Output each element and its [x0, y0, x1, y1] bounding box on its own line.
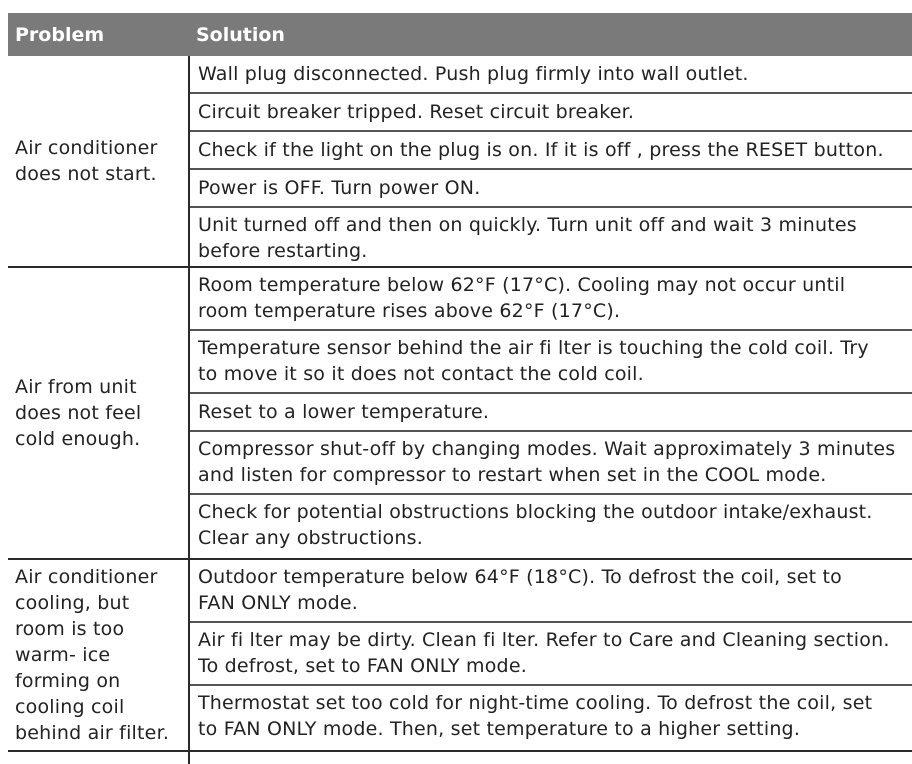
problem-line: behind air filter. [15, 722, 170, 744]
solution-line: Room temperature below 62°F (17°C). Cooling may not occur until [198, 274, 846, 296]
problem-line: Air conditioner [15, 137, 158, 159]
problem-group-ice-forming [8, 560, 912, 752]
solution-line: room temperature rises above 62°F (17°C). [198, 300, 621, 322]
solution-line: Temperature sensor behind the air fi lter is touching the cold coil. Try [198, 337, 869, 359]
solution-row [190, 394, 912, 432]
solution-row [190, 132, 912, 170]
solution-row [190, 56, 912, 94]
solution-row [190, 432, 912, 495]
solution-row [190, 623, 912, 686]
solution-row [190, 331, 912, 394]
problem-cell [8, 560, 190, 750]
solution-line: Unit turned off and then on quickly. Turn unit off and wait 3 minutes [198, 214, 857, 236]
solution-line: to move it so it does not contact the cold coil. [198, 363, 644, 385]
solution-line: Circuit breaker tripped. Reset circuit breaker. [198, 101, 635, 123]
solution-line: to FAN ONLY mode. Then, set temperature to a higher setting. [198, 718, 801, 740]
solution-line: before restarting. [198, 240, 368, 262]
problem-line: Air conditioner [15, 566, 158, 588]
solution-line: Check for potential obstructions blocking the outdoor intake/exhaust. [198, 501, 873, 523]
problem-line: room is too [15, 618, 125, 640]
solution-row [190, 495, 912, 556]
problem-line: warm- ice forming [15, 644, 111, 692]
problem-cell [8, 56, 190, 266]
problem-cell [8, 268, 190, 558]
solutions-list [190, 56, 912, 266]
solution-line: To defrost, set to FAN ONLY mode. [198, 655, 527, 677]
solution-line: Reset to a lower temperature. [198, 401, 490, 423]
problem-line: does not feel [15, 402, 142, 424]
solution-line: FAN ONLY mode. [198, 592, 359, 614]
problem-group-does-not-start [8, 56, 912, 268]
solution-line: and listen for compressor to restart when set in the COOL mode. [198, 464, 827, 486]
problem-line: Air from unit [15, 376, 137, 398]
solutions-list [190, 268, 912, 558]
solution-line: Thermostat set too cold for night-time cooling. To defrost the coil, set [198, 692, 873, 714]
solution-row [190, 208, 912, 266]
header-problem: Problem [15, 23, 105, 46]
problem-line: does not start. [15, 163, 157, 185]
solution-row [190, 268, 912, 331]
problem-line: on cooling coil [15, 670, 125, 718]
problem-group-not-cold-enough [8, 268, 912, 560]
solution-row [190, 94, 912, 132]
solutions-list [190, 560, 912, 750]
solution-line: Outdoor temperature below 64°F (18°C). To defrost the coil, set to [198, 566, 842, 588]
table-continuation [8, 752, 912, 764]
troubleshooting-table [8, 13, 912, 764]
column-divider [8, 752, 190, 764]
solution-line: Wall plug disconnected. Push plug firmly into wall outlet. [198, 63, 749, 85]
problem-line: cooling, but [15, 592, 130, 614]
problem-line: cold enough. [15, 428, 141, 450]
solution-line: Check if the light on the plug is on. If it is off , press the RESET button. [198, 139, 884, 161]
solution-row [190, 170, 912, 208]
solution-line: Clear any obstructions. [198, 527, 423, 549]
table-header [8, 13, 912, 56]
solution-row [190, 560, 912, 623]
solution-line: Air fi lter may be dirty. Clean fi lter. Refer to Care and Cleaning section. [198, 629, 890, 651]
solution-line: Compressor shut-off by changing modes. Wait approximately 3 minutes [198, 438, 896, 460]
header-solution: Solution [196, 23, 285, 46]
solution-row [190, 686, 912, 748]
solution-line: Power is OFF. Turn power ON. [198, 177, 481, 199]
